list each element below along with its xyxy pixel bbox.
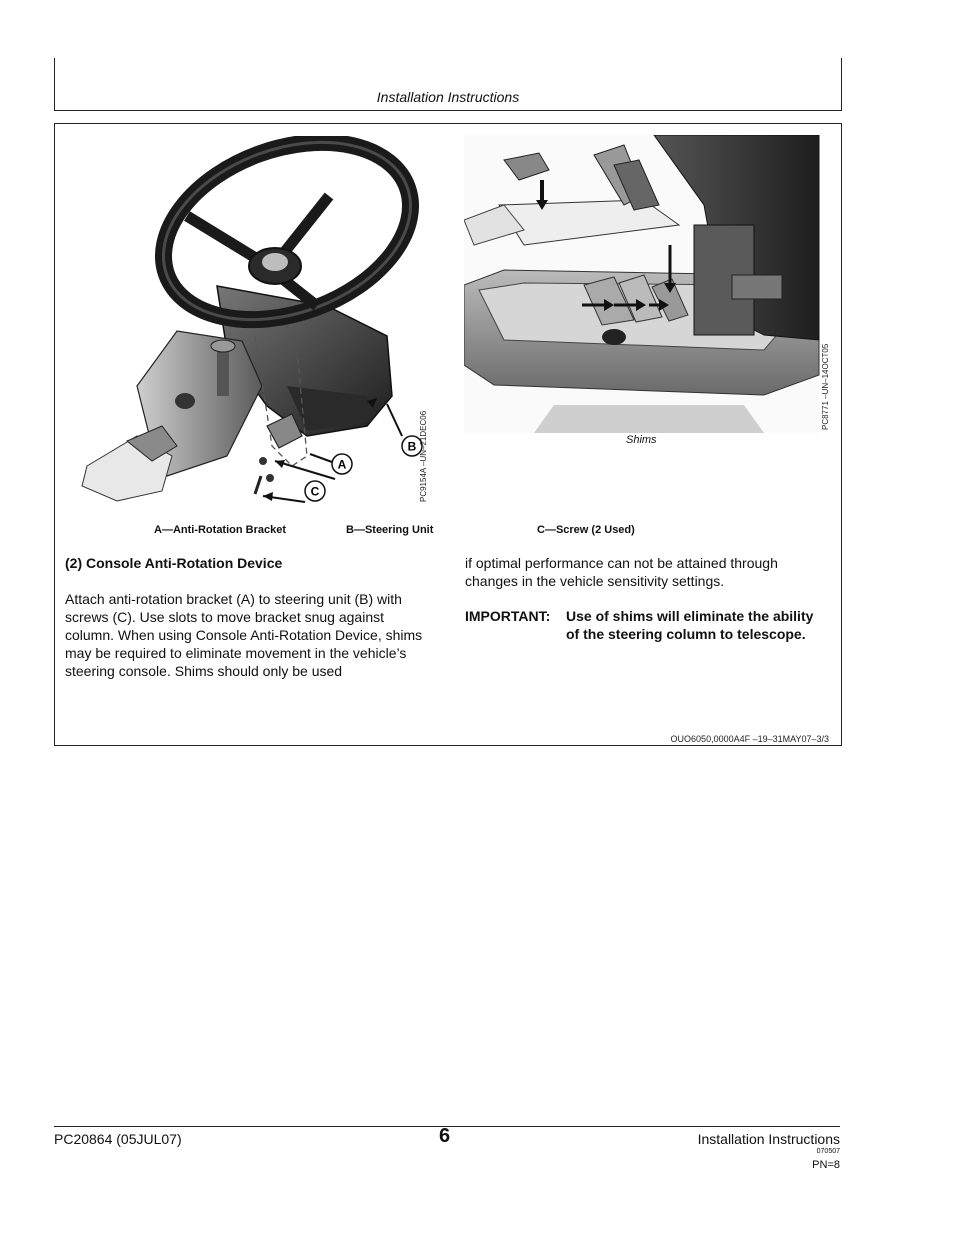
steering-unit-illustration [67,136,447,521]
body-left: Attach anti-rotation bracket (A) to steering unit (B) with screws (C). Use slots to move bracket snug against column. When using Console Anti-Rotation Device, shims may be required to eliminate movement in the vehicle’s steering console. Shims should only be used [65,591,423,679]
legend-b: B—Steering Unit [346,524,434,536]
left-figure-code: PC9154A –UN–21DEC06 [419,410,428,502]
content-box [54,123,842,746]
right-figure-code: PC8771 –UN–14OCT05 [821,343,830,430]
footer-doc-number: PC20864 (05JUL07) [54,1131,182,1147]
body-right: if optimal performance can not be attained through changes in the vehicle sensitivity settings. [465,555,778,589]
callout-c: C [310,484,320,499]
shims-caption: Shims [626,434,657,446]
right-column [465,554,825,643]
header-box [54,58,842,111]
legend-c: C—Screw (2 Used) [537,524,635,536]
section-title: (2) Console Anti-Rotation Device [65,555,283,571]
legend-a: A—Anti-Rotation Bracket [154,524,287,536]
important-note [465,607,825,643]
callout-a: A [337,457,347,472]
callout-b: B [407,439,417,454]
important-text: Use of shims will eliminate the ability of the steering column to telescope. [566,608,814,642]
header-title: Installation Instructions [376,89,520,105]
important-label: IMPORTANT: [465,608,551,624]
footer-title: Installation Instructions [697,1131,840,1147]
left-column [65,554,435,680]
footer-pn: PN=8 [812,1159,840,1171]
page-number: 6 [439,1125,451,1147]
shims-illustration [464,135,826,433]
document-reference: OUO6050,0000A4F –19–31MAY07–3/3 [670,734,829,744]
footer-date: 070507 [816,1148,840,1155]
